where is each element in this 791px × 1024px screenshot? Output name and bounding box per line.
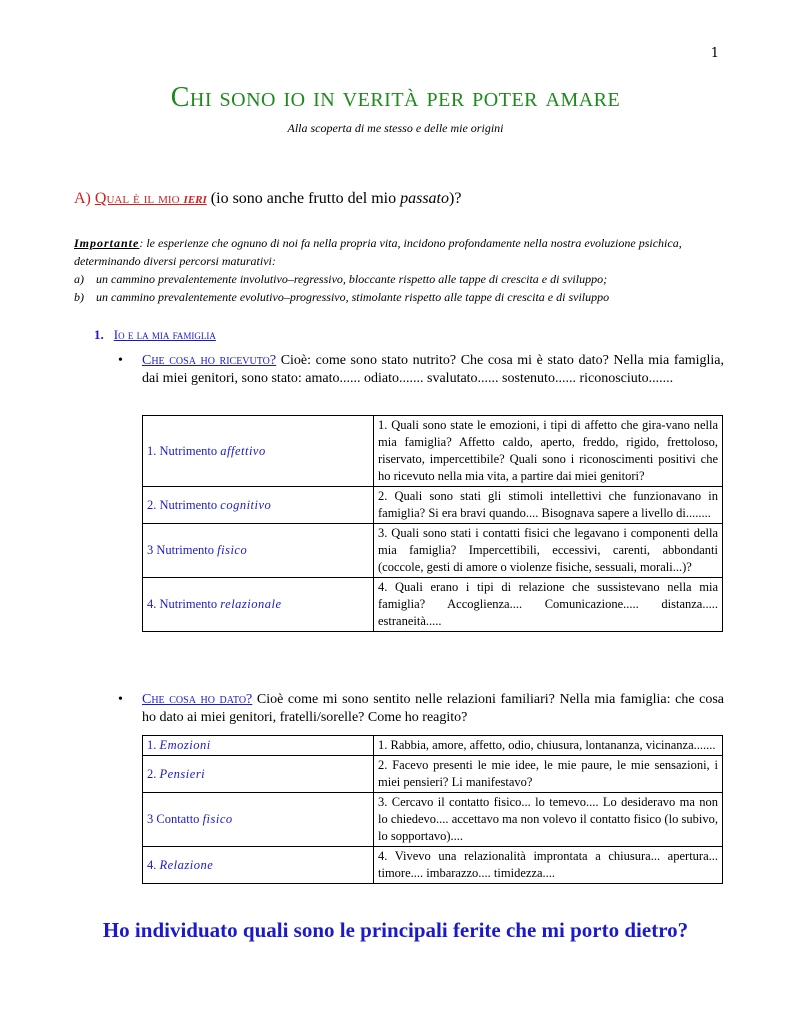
row-description: 1. Rabbia, amore, affetto, odio, chiusura, lontananza, vicinanza....... xyxy=(374,736,723,756)
label-prefix: 1. Nutrimento xyxy=(147,443,221,458)
row-description: 2. Facevo presenti le mie idee, le mie paure, le mie sensazioni, i miei pensieri? Li manifestavo? xyxy=(374,756,723,793)
bullet-lead: Che cosa ho dato? xyxy=(142,692,253,707)
row-description: 1. Quali sono state le emozioni, i tipi di affetto che gira-vano nella mia famiglia? Affetto caldo, aperto, freddo, rigido, frettoloso, riservato, impercettibile? Quali sono i riconoscimenti positivi che ho ricevuto nella mia vita, a partire dai miei genitori? xyxy=(374,416,723,487)
table-row xyxy=(143,793,723,847)
subsection-heading xyxy=(94,327,216,343)
label-italic: Relazione xyxy=(159,857,214,872)
row-label xyxy=(143,736,374,756)
table-row xyxy=(143,756,723,793)
row-description: 3. Cercavo il contatto fisico... lo temevo.... Lo desideravo ma non lo chiedevo.... accettavo ma non volevo il contatto fisico (lo subivo, lo sopportavo).... xyxy=(374,793,723,847)
section-a-heading xyxy=(74,190,461,208)
list-marker: b) xyxy=(74,290,84,304)
bullet-dot: • xyxy=(118,692,123,707)
important-text: : le esperienze che ognuno di noi fa nella propria vita, incidono profondamente nella nostra evoluzione psichica, determinando diversi percorsi maturativi: xyxy=(74,236,682,268)
label-italic: Pensieri xyxy=(159,766,206,781)
subsection-label: Io e la mia famiglia xyxy=(113,327,216,342)
label-italic: relazionale xyxy=(220,597,282,611)
subsection-number: 1. xyxy=(94,327,104,342)
bullet-received xyxy=(118,352,724,388)
label-prefix: 2. xyxy=(147,766,160,781)
final-question: Ho individuato quali sono le principali ferite che mi porto dietro? xyxy=(102,918,689,942)
row-description: 3. Quali sono stati i contatti fisici che legavano i componenti della mia famiglia? Impercettibili, eccessivi, carenti, abbondanti (coccole, gesti di amore o violenze fisiche, sessuali, morali...)? xyxy=(374,524,723,578)
table-row xyxy=(143,578,723,632)
row-label xyxy=(143,756,374,793)
label-prefix: 3 Contatto xyxy=(147,812,203,826)
label-prefix: 1. xyxy=(147,738,160,752)
bullet-body: Cioè come mi sono sentito nelle relazioni familiari? Nella mia famiglia: che cosa ho dato ai miei genitori, fratelli/sorelle? Come ho reagito? xyxy=(142,692,724,725)
row-description: 4. Quali erano i tipi di relazione che sussistevano nella mia famiglia? Accoglienza.... Comunicazione..... distanza..... estraneità..... xyxy=(374,578,723,632)
page-subtitle: Alla scoperta di me stesso e delle mie origini xyxy=(287,121,504,135)
row-label xyxy=(143,487,374,524)
table-row xyxy=(143,736,723,756)
label-prefix: 4. Nutrimento xyxy=(147,597,221,611)
label-prefix: 4. xyxy=(147,857,160,872)
label-italic: fisico xyxy=(217,543,248,557)
list-item-text: un cammino prevalentemente involutivo–regressivo, bloccante rispetto alle tappe di crescita e di sviluppo; xyxy=(96,272,608,286)
list-item xyxy=(74,288,724,306)
label-italic: fisico xyxy=(202,812,233,826)
row-label xyxy=(143,578,374,632)
label-prefix: 3 Nutrimento xyxy=(147,543,218,557)
row-label xyxy=(143,524,374,578)
label-italic: affettivo xyxy=(220,443,266,458)
row-description: 4. Vivevo una relazionalità improntata a chiusura... apertura... timore.... imbarazzo.... timidezza.... xyxy=(374,847,723,884)
row-label xyxy=(143,416,374,487)
important-label: Importante xyxy=(74,236,140,250)
nutrition-table xyxy=(142,415,723,632)
row-label xyxy=(143,793,374,847)
label-prefix: 2. Nutrimento xyxy=(147,497,221,512)
label-italic: cognitivo xyxy=(220,497,272,512)
table-row xyxy=(143,524,723,578)
ieri-word: ieri xyxy=(183,190,207,207)
bullet-dot: • xyxy=(118,353,123,368)
bullet-body: Cioè: come sono stato nutrito? Che cosa mi è stato dato? Nella mia famiglia, dai miei genitori, sono stato: amato...... odiato....... svalutato...... sostenuto...... riconosciuto....... xyxy=(142,353,724,386)
section-qual-label xyxy=(95,190,207,207)
bullet-text xyxy=(118,691,724,727)
section-text-before: (io sono anche frutto del mio xyxy=(210,190,397,207)
table-row xyxy=(143,847,723,884)
list-item-text: un cammino prevalentemente evolutivo–progressivo, stimolante rispetto alle tappe di crescita e di sviluppo xyxy=(96,290,610,304)
table-row xyxy=(143,416,723,487)
bullet-text xyxy=(118,352,724,388)
label-italic: Emozioni xyxy=(159,738,211,752)
section-letter: A) xyxy=(74,190,91,207)
section-text-after: )? xyxy=(449,190,462,207)
bullet-lead: Che cosa ho ricevuto? xyxy=(142,353,277,368)
page-title: Chi sono io in verità per poter amare xyxy=(170,82,621,113)
row-description: 2. Quali sono stati gli stimoli intellettivi che funzionavano in famiglia? Si era bravi quando.... Bisognava sapere a livello di........ xyxy=(374,487,723,524)
list-item xyxy=(74,270,724,288)
reaction-table xyxy=(142,735,723,884)
page-number: 1 xyxy=(710,46,719,61)
table-row xyxy=(143,487,723,524)
past-word: passato xyxy=(400,190,449,207)
important-intro xyxy=(74,234,724,270)
row-label xyxy=(143,847,374,884)
bullet-given xyxy=(118,691,724,727)
list-marker: a) xyxy=(74,272,84,286)
qual-label-text: Qual è il mio xyxy=(94,190,180,207)
important-note xyxy=(74,234,724,306)
